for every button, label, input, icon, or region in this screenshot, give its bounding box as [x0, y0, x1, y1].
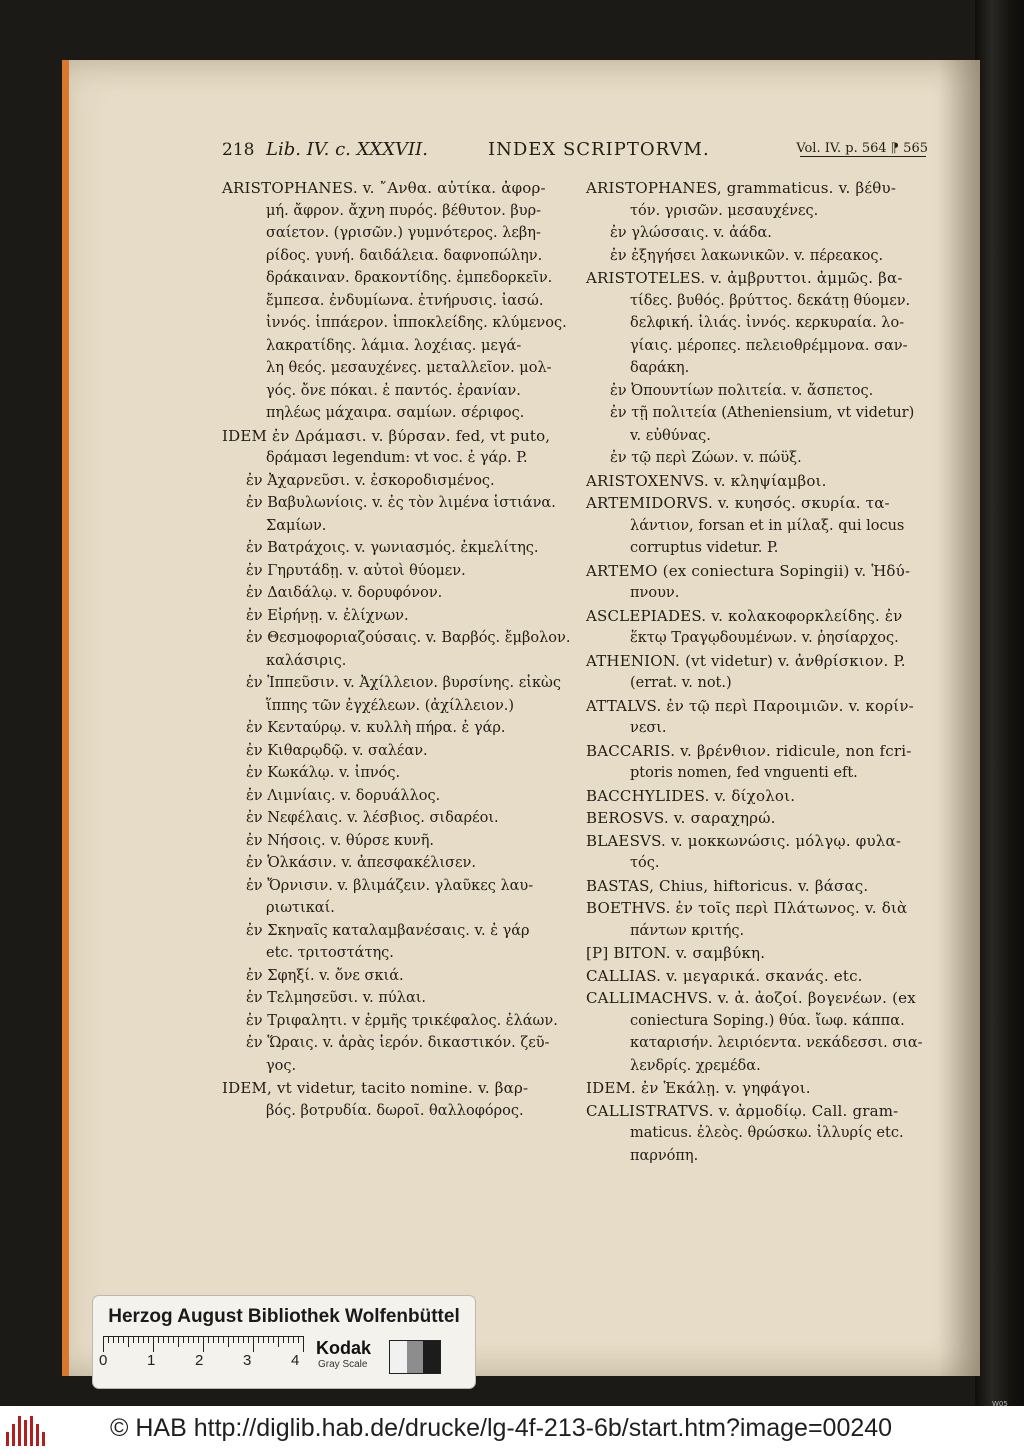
index-line: IDEM, vt videtur, tacito nomine. v. βαρ- [222, 1079, 529, 1097]
page-title: INDEX SCRIPTORVM. [488, 139, 710, 160]
index-line: ἐν Γηρυτάδῃ. v. αὐτοὶ θύομεν. [246, 562, 466, 579]
ruler-tick [283, 1336, 284, 1343]
ruler-tick [243, 1336, 244, 1343]
ruler-number: 1 [147, 1352, 156, 1369]
index-line: παρνόπη. [630, 1147, 699, 1164]
ruler-tick [303, 1336, 304, 1352]
index-line: IDEM. ἐν Ἑκάλῃ. v. γηφάγοι. [586, 1079, 811, 1097]
index-line: ἐν Δαιδάλῳ. v. δορυφόνον. [246, 585, 443, 601]
index-line: maticus. ἐλεὸς. θρώσκω. ἰλλυρίς etc. [630, 1125, 904, 1141]
index-line: ἐν Σφηξί. v. ὄνε σκιά. [246, 967, 404, 984]
index-line: λάντιον, forsan et in μίλαξ. qui locus [630, 517, 905, 534]
ruler-tick [168, 1336, 169, 1343]
ruler-tick [123, 1336, 124, 1343]
index-line: δελφική. ἰλιάς. ἰννός. κερκυραία. λο- [630, 315, 905, 331]
index-line: ριωτικαί. [266, 900, 335, 916]
index-line: ρίδος. γυνή. δαιδάλεια. δαφνοπώλην. [266, 247, 543, 264]
index-line: ἐν Κενταύρῳ. v. κυλλὴ πήρα. ἐ γάρ. [246, 720, 506, 736]
ruler-tick [293, 1336, 294, 1343]
ruler-tick [233, 1336, 234, 1343]
index-line: ARTEMIDORVS. v. κυησός. σκυρία. τα- [586, 494, 890, 512]
volume-reference: Vol. IV. p. 564 ⁋ 565 [796, 141, 928, 156]
index-line: ἐν Θεσμοφοριαζούσαις. v. Βαρβός. ἔμβολον. [246, 630, 571, 646]
gray-scale-patches [389, 1340, 441, 1374]
kodak-logo: Kodak [316, 1338, 372, 1358]
ruler-tick [143, 1336, 144, 1343]
index-line: ARISTOTELES. v. ἀμβρυττοι. ἀμμῶς. βα- [586, 269, 903, 287]
index-line: ἐν Ὥραις. v. ἀρὰς ἱερόν. δικαστικόν. ζεῦ- [246, 1035, 550, 1051]
index-line: ARISTOXENVS. v. κληψίαμβοι. [586, 471, 827, 490]
index-line: λακρατίδης. λάμια. λοχέιας. μεγά- [266, 337, 522, 354]
ruler-tick [113, 1336, 114, 1343]
index-line: ἐν Ὄρνισιν. v. βλιμάζειν. γλαῦκες λαυ- [246, 877, 534, 894]
footer-copyright-link[interactable]: © HAB http://diglib.hab.de/drucke/lg-4f-213-6b/start.htm?image=00240 [110, 1414, 893, 1442]
ruler-tick [203, 1336, 204, 1352]
book-chapter-reference: Lib. IV. c. XXXVII. [266, 139, 428, 160]
index-line: λη θεός. μεσαυχένες. μεταλλεῖον. μολ- [266, 360, 552, 376]
gray-patch-black [423, 1341, 440, 1373]
ruler-tick [103, 1336, 104, 1352]
ruler-number: 0 [99, 1352, 108, 1369]
index-line: BOETHVS. ἐν τοῖς περὶ Πλάτωνος. v. διὰ [586, 899, 908, 917]
ruler-number: 3 [243, 1352, 252, 1369]
running-head [220, 136, 932, 164]
ruler-tick [178, 1336, 179, 1347]
index-line: δράμασι legendum: vt voc. ἐ γάρ. P. [266, 450, 528, 466]
index-line: ἐν ἐξηγήσει λακωνικῶν. v. πέρεακος. [610, 247, 884, 264]
index-line: ASCLEPIADES. v. κολακοφορκλείδης. ἐν [586, 606, 903, 625]
index-line: τός. [630, 855, 660, 871]
index-line: πνουν. [630, 585, 680, 601]
ruler-tick [253, 1336, 254, 1352]
index-line: τόν. γρισῶν. μεσαυχένες. [630, 202, 819, 219]
index-line: ἐν Τελμησεῦσι. v. πύλαι. [246, 990, 427, 1006]
index-line: etc. τριτοστάτης. [266, 945, 394, 961]
ruler-number: 2 [195, 1352, 204, 1369]
ruler-tick [278, 1336, 279, 1347]
index-line: ἐν Βατράχοις. v. γωνιασμός. ἐκμελίτης. [246, 540, 539, 556]
ruler-tick [223, 1336, 224, 1343]
index-line: IDEM ἐν Δράμασι. v. βύρσαν. fed, vt puto, [222, 426, 551, 445]
ruler-tick [153, 1336, 154, 1352]
footer-bar [0, 1406, 1024, 1454]
ruler-tick [218, 1336, 219, 1343]
ruler-tick [128, 1336, 129, 1347]
index-line: πάντων κριτής. [630, 922, 745, 939]
index-line: καλάσιρις. [266, 652, 347, 669]
gray-patch-mid [407, 1341, 424, 1373]
page-gutter-shadow [938, 60, 980, 1376]
gray-scale-label: Gray Scale [318, 1359, 368, 1370]
ruler-tick [228, 1336, 229, 1347]
index-line: ἐν Νεφέλαις. v. λέσβιος. σιδαρέοι. [246, 810, 499, 826]
gray-patch-white [390, 1341, 407, 1373]
index-line: δράκαιναν. δρακοντίδης. ἐμπεδορκεῖν. [266, 270, 553, 286]
ruler-tick [148, 1336, 149, 1343]
index-line: CALLIAS. v. μεγαρικά. σκανάς. etc. [586, 966, 863, 985]
index-line: λενδρίς. χρεμέδα. [630, 1057, 761, 1074]
index-line: ἐν Ὁλκάσιν. v. ἀπεσφακέλισεν. [246, 855, 476, 871]
index-line: ἐν τῇ πολιτεία (Atheniensium, vt videtur) [610, 405, 915, 421]
index-line: BEROSVS. v. σαραχηρώ. [586, 809, 776, 827]
index-line: ATTALVS. ἐν τῷ περὶ Παροιμιῶν. v. κορίν- [586, 696, 914, 715]
ruler-tick [208, 1336, 209, 1343]
index-line: ἐν Ἀχαρνεῦσι. v. ἐσκοροδισμένος. [246, 472, 495, 489]
ruler-tick [183, 1336, 184, 1343]
index-line: ἐν τῷ περὶ Ζώων. v. πώϋξ. [610, 450, 802, 466]
index-line: δαράκη. [630, 360, 690, 376]
ruler-tick [268, 1336, 269, 1343]
volume-underline [800, 156, 926, 157]
ruler-tick [163, 1336, 164, 1343]
index-line: ptoris nomen, fed vnguenti eft. [630, 765, 858, 781]
ruler-number: 4 [291, 1352, 300, 1369]
index-line: ἐν Εἰρήνῃ. v. ἐλίχνων. [246, 607, 409, 624]
index-line: ἐν Ἱππεῦσιν. v. Ἀχίλλειον. βυρσίνης. εἰκὼς [246, 675, 561, 691]
ruler-tick [273, 1336, 274, 1343]
index-line: ἐν Βαβυλωνίοις. v. ἐς τὸν λιμένα ἱστιάνα. [246, 495, 556, 511]
index-line: νεσι. [630, 720, 667, 736]
corner-mark: W05 [992, 1400, 1008, 1408]
index-line: γός. ὄνε πόκαι. ἐ παντός. ἐρανίαν. [266, 382, 521, 399]
index-line: ἐν γλώσσαις. v. ἀάδα. [610, 225, 772, 241]
index-line: (errat. v. not.) [630, 675, 732, 691]
library-name: Herzog August Bibliothek Wolfenbüttel [108, 1306, 460, 1327]
index-line: μή. ἄφρον. ἄχνη πυρός. βέθυτον. βυρ- [266, 202, 542, 219]
index-line: ἐν Σκηναῖς καταλαμβανέσαις. v. ἐ γάρ [246, 922, 530, 939]
ruler-tick [288, 1336, 289, 1343]
ruler-tick [133, 1336, 134, 1343]
page-number: 218 [222, 140, 255, 160]
ruler-tick [213, 1336, 214, 1343]
ruler-tick [108, 1336, 109, 1343]
index-line: coniectura Soping.) θύα. ἴωφ. κάππα. [630, 1012, 905, 1029]
index-line: CALLISTRATVS. v. ἀρμοδίῳ. Call. gram- [586, 1101, 899, 1120]
index-line: καταρισήν. λειριόεντα. νεκάδεσσι. σια- [630, 1035, 923, 1051]
index-line: ἕκτῳ Τραγῳδουμένων. v. ῥησίαρχος. [630, 630, 899, 646]
index-line: ἰννός. ἱππάερον. ἱπποκλείδης. κλύμενος. [266, 315, 567, 331]
index-line: ἐν Κωκάλῳ. v. ἰπνός. [246, 765, 401, 781]
index-line: BLAESVS. v. μοκκωνώσις. μόλγῳ. φυλα- [586, 831, 902, 850]
index-line: γίαις. μέροπες. πελειοθρέμμονα. σαν- [630, 337, 908, 354]
index-line: corruptus videtur. P. [630, 540, 779, 556]
ruler-tick [263, 1336, 264, 1343]
hab-logo-icon [6, 1414, 46, 1446]
index-line: τίδες. βυθός. βρύττος. δεκάτῃ θύομεν. [630, 292, 911, 309]
ruler-tick [198, 1336, 199, 1343]
index-line: ARISTOPHANES, grammaticus. v. βέθυ- [586, 179, 897, 197]
index-line: ARISTOPHANES. v. ῎Ανθα. αὐτίκα. ἀφορ- [222, 179, 546, 197]
index-line: ATHENION. (vt videtur) v. ἀνθρίσκιον. P. [586, 651, 906, 670]
index-line: σαίετον. (γρισῶν.) γυμνότερος. λεβη- [266, 225, 541, 241]
ruler-tick [158, 1336, 159, 1343]
index-line: v. εὐθύνας. [630, 427, 711, 444]
index-line: ARTEMO (ex coniectura Sopingii) v. Ἡδύ- [586, 561, 911, 580]
ruler-tick [118, 1336, 119, 1343]
book-spine-edge [975, 0, 1024, 1406]
index-line: βός. βοτρυδία. δωροῖ. θαλλοφόρος. [266, 1102, 524, 1119]
index-line: Σαμίων. [266, 517, 327, 534]
color-calibration-card [93, 1296, 475, 1388]
ruler-tick [258, 1336, 259, 1343]
index-line: ἐν Νήσοις. v. θύρσε κυνῆ. [246, 832, 434, 849]
index-line: πηλέως μάχαιρα. σαμίων. σέριφος. [266, 405, 525, 421]
ruler-tick [138, 1336, 139, 1343]
index-line: γος. [266, 1057, 297, 1074]
index-line: ἔμπεσα. ἐνδυμίωνα. ἐτνήρυσις. ἰασώ. [266, 292, 544, 309]
index-line: BASTAS, Chius, hiftoricus. v. βάσας. [586, 876, 869, 895]
index-line: CALLIMACHVS. v. ἀ. ἀοζοί. βογενέων. (ex [586, 989, 916, 1007]
ruler-tick [173, 1336, 174, 1343]
index-line: ἐν Κιθαρῳδῷ. v. σαλέαν. [246, 742, 428, 759]
ruler-tick [238, 1336, 239, 1343]
ruler-tick [298, 1336, 299, 1343]
ruler-tick [248, 1336, 249, 1343]
index-line: ἐν Τριφαλητι. v ἑρμῆς τρικέφαλος. ἐλάων. [246, 1012, 558, 1029]
index-line: ἐν Ὀπουντίων πολιτεία. v. ἄσπετος. [610, 382, 874, 399]
index-line: ἐν Λιμνίαις. v. δορυάλλος. [246, 787, 441, 804]
index-line: [P] BITON. v. σαμβύκη. [586, 944, 766, 962]
ruler-tick [193, 1336, 194, 1343]
ruler-tick [188, 1336, 189, 1343]
index-line: ἵππης τῶν ἐγχέλεων. (ἀχίλλειον.) [266, 697, 515, 714]
index-line: BACCHYLIDES. v. δίχολοι. [586, 786, 796, 805]
index-line: BACCARIS. v. βρένθιον. ridicule, non fcri- [586, 741, 912, 760]
